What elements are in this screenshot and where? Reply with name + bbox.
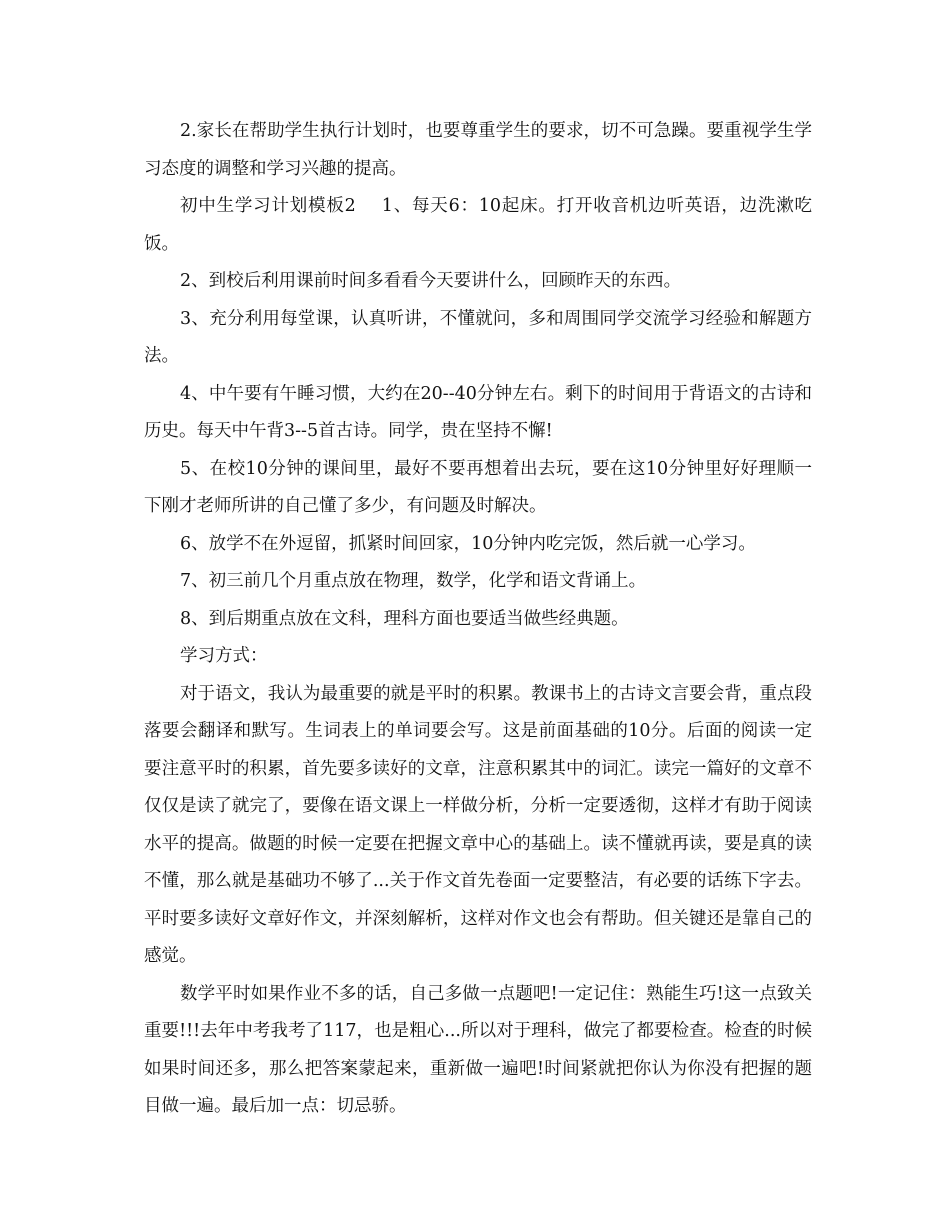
- paragraph-item-7: 7、初三前几个月重点放在物理，数学，化学和语文背诵上。: [180, 571, 647, 591]
- paragraph-template-2: [144, 188, 812, 263]
- paragraph-item-2: 2、到校后利用课前时间多看看今天要讲什么，回顾昨天的东西。: [180, 271, 682, 291]
- paragraph-math: 数学平时如果作业不多的话，自己多做一点题吧!一定记住：熟能生巧!这一点致关重要!!!去年中考我考了117，也是粗心...所以对于理科，做完了都要检查。检查的时候如果时间还多，那么把答案蒙起来，重新做一遍吧!时间紧就把你认为你没有把握的题目做一遍。最后加一点：切忌骄。: [144, 983, 812, 1116]
- study-method-heading: 学习方式：: [180, 646, 268, 666]
- section-heading: 初中生学习计划模板2: [180, 196, 356, 216]
- paragraph-chinese: 对于语文，我认为最重要的就是平时的积累。教课书上的古诗文言要会背，重点段落要会翻译和默写。生词表上的单词要会写。这是前面基础的10分。后面的阅读一定要注意平时的积累，首先要多读好的文章，注意积累其中的词汇。读完一篇好的文章不仅仅是读了就完了，要像在语文课上一样做分析，分析一定要透彻，这样才有助于阅读水平的提高。做题的时候一定要在把握文章中心的基础上。读不懂就再读，要是真的读不懂，那么就是基础功不够了...关于作文首先卷面一定要整洁，有必要的话练下字去。平时要多读好文章好作文，并深刻解析，这样对作文也会有帮助。但关键还是靠自己的感觉。: [144, 683, 812, 966]
- paragraph-item-8: 8、到后期重点放在文科，理科方面也要适当做些经典题。: [180, 608, 629, 629]
- paragraph-item-5: 5、在校10分钟的课间里，最好不要再想着出去玩，要在这10分钟里好好理顺一下刚才老师所讲的自己懂了多少，有问题及时解决。: [144, 458, 812, 516]
- paragraph-item-1: 1、每天6：10起床。打开收音机边听英语，边洗漱吃饭。: [144, 196, 812, 254]
- document-body: [144, 113, 812, 1126]
- paragraph-item-6: 6、放学不在外逗留，抓紧时间回家，10分钟内吃完饭，然后就一心学习。: [180, 533, 756, 554]
- paragraph-parent-advice: 2.家长在帮助学生执行计划时，也要尊重学生的要求，切不可急躁。要重视学生学习态度的调整和学习兴趣的提高。: [144, 121, 812, 179]
- paragraph-item-4: 4、中午要有午睡习惯，大约在20--40分钟左右。剩下的时间用于背语文的古诗和历史。每天中午背3--5首古诗。同学，贵在坚持不懈!: [144, 383, 812, 441]
- paragraph-item-3: 3、充分利用每堂课，认真听讲，不懂就问，多和周围同学交流学习经验和解题方法。: [144, 308, 812, 366]
